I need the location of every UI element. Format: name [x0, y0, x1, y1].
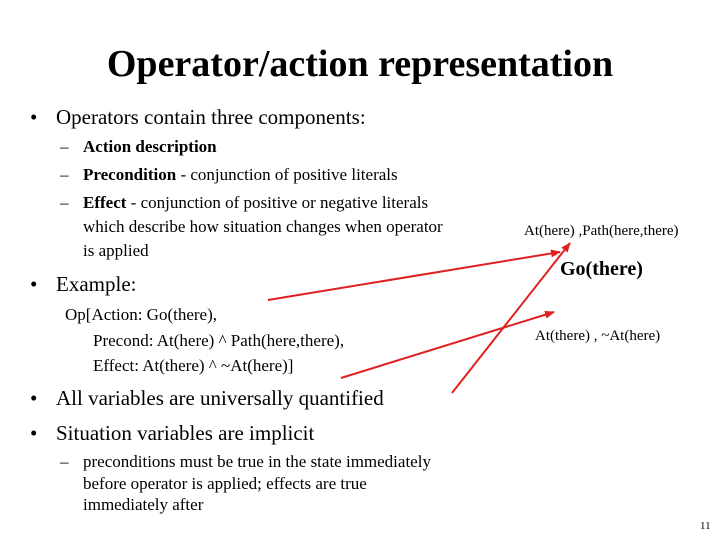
sub-item-rest: - conjunction of positive or negative literals — [126, 193, 429, 212]
bullet-text: Operators contain three components: — [56, 105, 366, 129]
bullet-text: Example: — [56, 272, 137, 296]
arrow-action — [268, 252, 560, 300]
bullet-text: Situation variables are implicit — [56, 421, 315, 445]
sub-item-term: Effect — [83, 193, 127, 212]
diagram-effect-label: At(there) , ~At(here) — [535, 328, 661, 344]
bullet-icon: • — [30, 386, 38, 410]
example-line-1: Op[Action: Go(there), — [65, 305, 218, 324]
sub-item-term: Action description — [83, 137, 217, 156]
example-line-3: Effect: At(there) ^ ~At(here)] — [93, 356, 294, 375]
sub-item-effect-cont2: is applied — [83, 241, 149, 260]
arrow-precondition — [452, 243, 570, 393]
sub-item-rest: - conjunction of positive literals — [176, 165, 398, 184]
sub-item-effect-cont1: which describe how situation changes when operator — [83, 217, 443, 236]
sub-item-note-cont2: immediately after — [83, 495, 204, 514]
dash-icon: – — [60, 137, 69, 156]
dash-icon: – — [60, 165, 69, 184]
bullet-icon: • — [30, 272, 38, 296]
slide-title: Operator/action representation — [106, 43, 614, 85]
example-line-2: Precond: At(here) ^ Path(here,there), — [93, 331, 345, 350]
sub-item-term: Precondition — [83, 165, 177, 184]
arrow-effect — [341, 312, 554, 378]
bullet-icon: • — [30, 105, 38, 129]
bullet-icon: • — [30, 421, 38, 445]
sub-item-text: preconditions must be true in the state immediately — [83, 452, 431, 471]
dash-icon: – — [60, 452, 69, 471]
diagram-precond-label: At(here) ,Path(here,there) — [524, 223, 679, 239]
page-number: 11 — [700, 520, 711, 532]
sub-item-note-cont1: before operator is applied; effects are true — [83, 474, 367, 493]
dash-icon: – — [60, 193, 69, 212]
diagram-action-label: Go(there) — [560, 258, 643, 280]
bullet-text: All variables are universally quantified — [56, 386, 384, 410]
